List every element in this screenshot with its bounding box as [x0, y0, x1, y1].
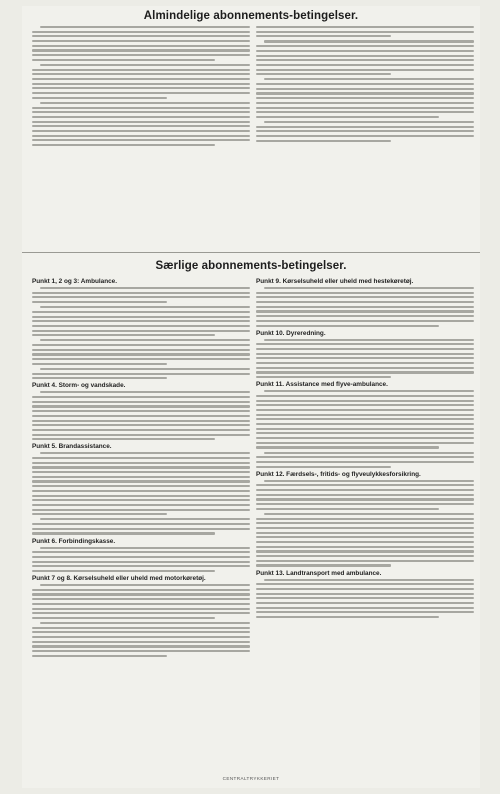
general-terms-right-column	[256, 26, 474, 145]
section-paragraph	[32, 452, 250, 515]
section-paragraph	[32, 391, 250, 440]
section-paragraph	[32, 584, 250, 619]
special-terms-right-column	[256, 278, 474, 621]
general-paragraph	[256, 78, 474, 118]
general-paragraph	[256, 121, 474, 142]
general-paragraph	[256, 40, 474, 75]
special-terms-left-column	[32, 278, 250, 660]
section-paragraph	[32, 287, 250, 303]
section-divider	[22, 252, 480, 253]
section-heading: Punkt 6. Forbindingskasse.	[32, 537, 116, 545]
section-paragraph	[32, 339, 250, 365]
general-paragraph	[256, 26, 474, 37]
general-paragraph	[32, 64, 250, 99]
section-heading: Punkt 11. Assistance med flyve-ambulance.	[256, 381, 388, 389]
general-terms-left-column	[32, 26, 250, 149]
section-paragraph	[256, 513, 474, 567]
document-page	[22, 6, 480, 788]
section-heading: Punkt 12. Færdsels-, fritids- og flyveulykkesforsikring.	[256, 470, 421, 478]
section-paragraph	[32, 547, 250, 573]
section-heading: Punkt 9. Kørselsuheld eller uheld med hestekøretøj.	[256, 278, 414, 285]
section-heading: Punkt 7 og 8. Kørselsuheld eller uheld med motorkøretøj.	[32, 575, 206, 583]
section-paragraph	[256, 579, 474, 619]
section-heading: Punkt 10. Dyreredning.	[256, 329, 326, 337]
section-paragraph	[256, 287, 474, 327]
section-paragraph	[32, 518, 250, 534]
section-paragraph	[32, 306, 250, 336]
section-heading: Punkt 4. Storm- og vandskade.	[32, 382, 126, 390]
general-paragraph	[32, 26, 250, 61]
printer-imprint: CENTRALTRYKKERIET	[222, 776, 280, 781]
section-heading: Punkt 13. Landtransport med ambulance.	[256, 569, 382, 577]
section-paragraph	[256, 390, 474, 448]
section-paragraph	[32, 368, 250, 379]
special-terms-title: Særlige abonnements-betingelser.	[155, 260, 347, 272]
general-paragraph	[32, 102, 250, 146]
general-terms-title: Almindelige abonnements-betingelser.	[143, 10, 359, 22]
section-paragraph	[256, 480, 474, 510]
section-heading: Punkt 5. Brandassistance.	[32, 443, 112, 451]
section-paragraph	[256, 339, 474, 379]
section-paragraph	[256, 452, 474, 468]
section-heading: Punkt 1, 2 og 3: Ambulance.	[32, 278, 117, 285]
section-paragraph	[32, 622, 250, 657]
